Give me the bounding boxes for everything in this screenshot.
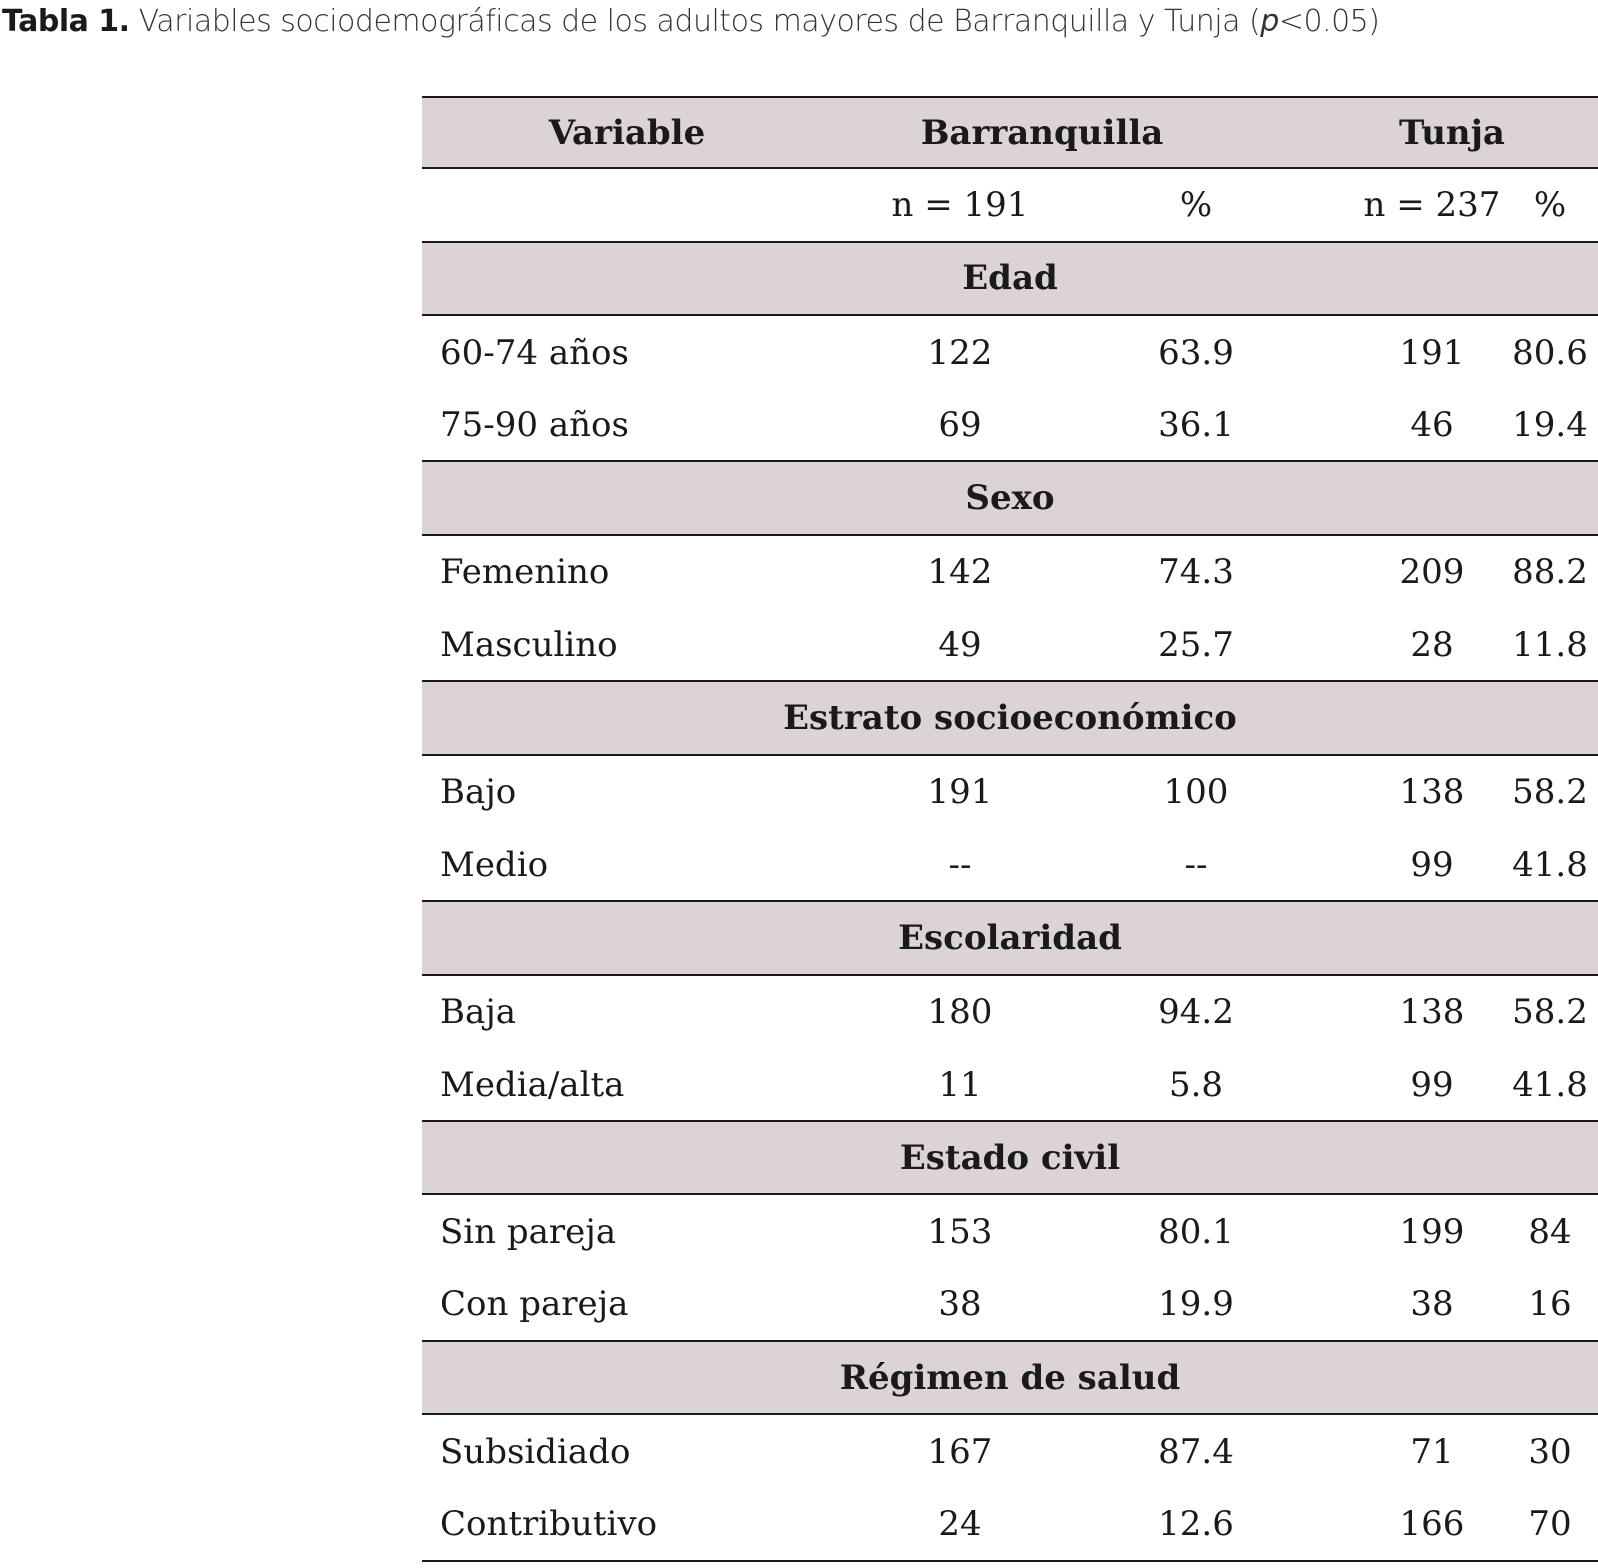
tunja-pct-cell: 88.2 (1512, 552, 1588, 593)
tunja-n-cell: 38 (1410, 1284, 1454, 1325)
tunja-pct-cell: 19.4 (1512, 404, 1588, 445)
barranquilla-pct-cell: 5.8 (1168, 1064, 1224, 1105)
tunja-n-cell: 138 (1399, 992, 1465, 1033)
row-label: Subsidiado (440, 1431, 631, 1472)
table-row (422, 829, 1598, 902)
table-row (422, 976, 1598, 1049)
tunja-n-cell: 138 (1399, 772, 1465, 813)
table-row (422, 389, 1598, 462)
group-header-row (422, 243, 1598, 316)
table-subheader-row (422, 169, 1598, 242)
barranquilla-n-cell: -- (948, 844, 972, 885)
tunja-n-cell: 28 (1410, 624, 1454, 665)
barranquilla-pct-cell: 25.7 (1158, 624, 1234, 665)
table-body (422, 243, 1598, 1562)
header-variable: Variable (548, 112, 706, 153)
group-title: Estado civil (899, 1137, 1121, 1178)
table-row (422, 1269, 1598, 1342)
barranquilla-pct-cell: 100 (1163, 772, 1229, 813)
barranquilla-pct-cell: -- (1184, 844, 1208, 885)
table-row (422, 609, 1598, 682)
tunja-pct-cell: 70 (1528, 1504, 1572, 1545)
row-label: Sin pareja (440, 1212, 617, 1253)
tunja-n-cell: 71 (1410, 1431, 1454, 1472)
caption-text: Variables sociodemográficas de los adultos mayores de Barranquilla y Tunja ( (129, 4, 1261, 39)
row-label: Con pareja (440, 1284, 629, 1325)
header-tunja: Tunja (1399, 112, 1505, 153)
tunja-pct-cell: 58.2 (1512, 992, 1588, 1033)
tunja-n-cell: 199 (1399, 1212, 1465, 1253)
row-label: Femenino (440, 552, 610, 593)
barranquilla-pct-cell: 94.2 (1158, 992, 1234, 1033)
tunja-pct-cell: 80.6 (1512, 332, 1588, 373)
tunja-n-cell: 191 (1399, 332, 1465, 373)
group-title: Régimen de salud (839, 1357, 1181, 1398)
barranquilla-n-cell: 24 (938, 1504, 982, 1545)
tunja-pct-cell: 11.8 (1512, 624, 1588, 665)
header-barranquilla: Barranquilla (920, 112, 1164, 153)
tunja-n-cell: 166 (1399, 1504, 1465, 1545)
barranquilla-n-cell: 49 (938, 624, 982, 665)
barranquilla-n-cell: 69 (938, 404, 982, 445)
barranquilla-pct-cell: 19.9 (1158, 1284, 1234, 1325)
barranquilla-pct-cell: 87.4 (1158, 1431, 1234, 1472)
barranquilla-n-cell: 180 (927, 992, 993, 1033)
table-row (422, 536, 1598, 609)
tunja-n-cell: 46 (1410, 404, 1454, 445)
table-caption (2, 0, 1379, 44)
barranquilla-n-cell: 153 (927, 1212, 993, 1253)
tunja-n-cell: 99 (1410, 1064, 1454, 1105)
barranquilla-n-cell: 167 (927, 1431, 993, 1472)
barranquilla-n-cell: 142 (927, 552, 993, 593)
barranquilla-n-cell: 38 (938, 1284, 982, 1325)
tunja-pct-cell: 41.8 (1512, 1064, 1588, 1105)
barranquilla-n-cell: 11 (938, 1064, 982, 1105)
caption-p-value: <0.05) (1278, 4, 1380, 39)
tunja-pct-cell: 16 (1528, 1284, 1572, 1325)
group-header-row (422, 462, 1598, 535)
tunja-pct-cell: 58.2 (1512, 772, 1588, 813)
row-label: 60-74 años (440, 332, 629, 373)
table-row (422, 1195, 1598, 1268)
row-label: 75-90 años (440, 404, 629, 445)
group-title: Escolaridad (898, 917, 1122, 958)
caption-label: Tabla 1. (2, 4, 130, 39)
table-row (422, 1489, 1598, 1562)
tunja-pct-cell: 84 (1528, 1212, 1572, 1253)
barranquilla-pct-cell: 63.9 (1158, 332, 1234, 373)
group-title: Edad (962, 258, 1058, 299)
row-label: Baja (440, 992, 517, 1033)
group-header-row (422, 682, 1598, 755)
tunja-pct-cell: 41.8 (1512, 844, 1588, 885)
group-title: Estrato socioeconómico (783, 698, 1237, 739)
table-row (422, 756, 1598, 829)
table-row (422, 1415, 1598, 1488)
tunja-pct-cell: 30 (1528, 1431, 1572, 1472)
row-label: Masculino (440, 624, 618, 665)
table-row (422, 1049, 1598, 1122)
barranquilla-n-cell: 191 (927, 772, 993, 813)
tunja-n-cell: 99 (1410, 844, 1454, 885)
group-header-row (422, 1122, 1598, 1195)
group-header-row (422, 902, 1598, 975)
subheader-tunja-pct: % (1533, 184, 1567, 225)
sociodemographic-table (422, 96, 1598, 1562)
barranquilla-n-cell: 122 (927, 332, 993, 373)
tunja-n-cell: 209 (1399, 552, 1465, 593)
caption-p-symbol: p (1260, 4, 1279, 39)
subheader-barranquilla-pct: % (1179, 184, 1213, 225)
barranquilla-pct-cell: 12.6 (1158, 1504, 1234, 1545)
row-label: Contributivo (440, 1504, 658, 1545)
barranquilla-pct-cell: 36.1 (1158, 404, 1234, 445)
group-header-row (422, 1342, 1598, 1415)
row-label: Media/alta (440, 1064, 625, 1105)
row-label: Bajo (440, 772, 517, 813)
row-label: Medio (440, 844, 549, 885)
subheader-barranquilla-n: n = 191 (891, 184, 1029, 225)
barranquilla-pct-cell: 74.3 (1158, 552, 1234, 593)
subheader-tunja-n: n = 237 (1363, 184, 1501, 225)
group-title: Sexo (965, 478, 1055, 519)
table-header-row (422, 96, 1598, 169)
barranquilla-pct-cell: 80.1 (1158, 1212, 1234, 1253)
table-row (422, 316, 1598, 389)
